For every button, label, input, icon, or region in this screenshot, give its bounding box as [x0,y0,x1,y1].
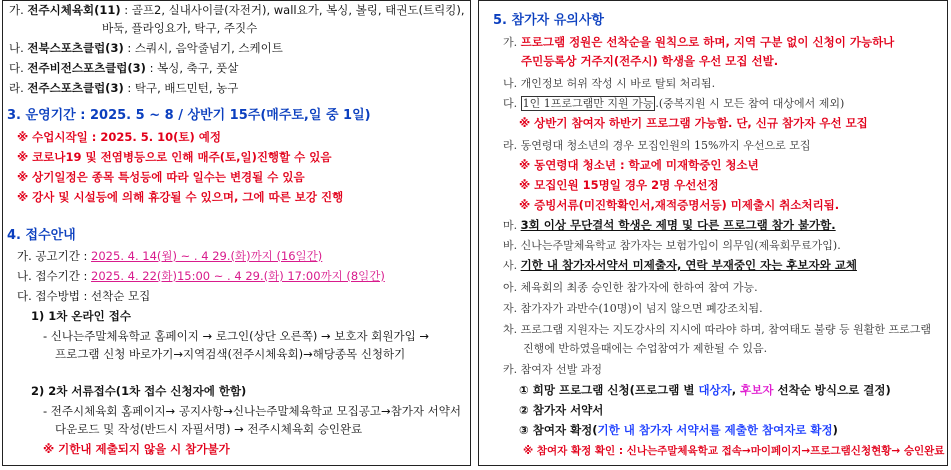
rule-ra: 라. 동연령대 청소년의 경우 모집인원의 15%까지 우선으로 모집 [503,139,811,152]
select-step1: ① 희망 프로그램 신청(프로그램 별 대상자, 후보자 선착순 방식으로 결정) [519,383,891,397]
step2-title: 2) 2차 서류접수(1차 접수 신청자에 한함) [31,384,247,398]
rule-da: 다. 1인 1프로그램만 지원 가능 .(중복지원 시 모든 참여 대상에서 제외) [503,97,845,110]
notice-period: 가. 공고기간 : 2025. 4. 14(월) ~ . 4 29.(화)까지 (16일간) [17,249,323,263]
final-note: ※ 참여자 확정 확인 : 신나는주말체육학교 접속→마이페이지→프로그램신청현황→ 승인완료 [523,445,945,457]
rule-ba: 바. 신나는주말체육학교 참가자는 보험가입이 의무임(제육회무료가입). [503,239,841,252]
section-3-title: 3. 운영기간 : 2025. 5 ~ 8 / 상반기 15주(매주토,일 중 1일) [7,108,371,123]
sec3-note-start: ※ 수업시작일 : 2025. 5. 10(토) 예정 [17,130,221,144]
rule-sa: 사. 기한 내 참가자서약서 미제출자, 연락 부재중인 자는 후보자와 교체 [503,258,857,272]
step2-note: ※ 기한내 제출되지 않을 시 참가불가 [43,442,230,456]
sec3-note-covid: ※ 코로나19 및 전염병등으로 인해 매주(토,일)진행할 수 있음 [17,150,332,164]
club-line-ga-cont: 바둑, 플라잉요가, 탁구, 주짓수 [102,21,258,35]
sec3-note-schedule: ※ 상기일정은 종목 특성등에 따라 일수는 변경될 수 있음 [17,170,305,184]
sec3-note-cancel: ※ 강사 및 시설등에 의해 휴강될 수 있으며, 그에 따른 보강 진행 [17,190,344,204]
step1-line1: - 신나는주말체육학교 홈페이지 → 로그인(상단 오른쪽) → 보호자 회원가입 → [43,329,429,343]
club-line-ga: 가. 전주시체육회(11) : 골프2, 실내사이클(자전거), wall요가, 복싱, 볼링, 태권도(트릭킹), [9,3,465,17]
club-line-ra: 라. 전주스포츠클럽(3) : 탁구, 배드민턴, 농구 [9,81,239,95]
select-step3: ③ 참여자 확정(기한 내 참가자 서약서를 제출한 참여자로 확정) [519,423,838,437]
rule-ma: 마. 3회 이상 무단결석 학생은 제명 및 다른 프로그램 참가 불가함. [503,218,836,232]
rule-da-note: ※ 상반기 참여자 하반기 프로그램 가능함. 단, 신규 참가자 우선 모집 [519,116,868,130]
step1-title: 1) 1차 온라인 접수 [31,309,131,323]
rule-ka: 카. 참여자 선발 과정 [503,363,602,376]
receipt-method: 다. 접수방법 : 선착순 모집 [17,289,151,303]
rule-ra-note2: ※ 모집인원 15명일 경우 2명 우선선정 [519,178,719,192]
rule-na: 나. 개인정보 허위 작성 시 바로 탈퇴 처리됨. [503,77,716,90]
club-line-na: 나. 전북스포츠클럽(3) : 스쿼시, 음악줄넘기, 스케이트 [9,41,283,55]
right-panel [478,0,948,466]
rule-ga-line1: 가. 프로그램 정원은 선착순을 원칙으로 하며, 지역 구분 없이 신청이 가능하나 [503,35,895,49]
rule-a: 아. 체육회의 최종 승인한 참가자에 한하여 참여 가능. [503,281,758,294]
select-step2: ② 참가자 서약서 [519,403,604,417]
step2-line1: - 전주시체육회 홈페이지→ 공지사항→신나는주말체육학교 모집공고→참가자 서약서 [43,404,461,418]
section-5-title: 5. 참가자 유의사항 [493,13,604,28]
section-4-title: 4. 접수안내 [7,228,76,243]
rule-ja: 자. 참가자가 과반수(10명)이 넘지 않으면 폐강조치됨. [503,302,763,315]
rule-ra-note1: ※ 동연령대 청소년 : 학교에 미재학중인 청소년 [519,158,759,172]
left-panel [2,0,471,466]
rule-ga-line2: 주민등록상 거주지(전주시) 학생을 우선 모집 선발. [521,54,779,68]
rule-ra-note3: ※ 증빙서류(미진학확인서,재적증명서등) 미제출시 취소처리됨. [519,198,840,212]
club-line-da: 다. 전주비전스포츠클럽(3) : 복싱, 축구, 풋살 [9,61,239,75]
step2-line2: 다운로드 및 작성(반드시 자필서명) → 전주시체육회 승인완료 [55,422,363,436]
rule-cha-line2: 진행에 반하였을때에는 수업참여가 제한될 수 있음. [523,342,768,355]
step1-line2: 프로그램 신청 바로가기→지역검색(전주시체육회)→해당종목 신청하기 [55,347,406,361]
rule-cha-line1: 차. 프로그램 지원자는 지도강사의 지시에 따라야 하며, 참여태도 불량 등 원활한 프로그램 [503,323,931,336]
receipt-period: 나. 접수기간 : 2025. 4. 22(화)15:00 ~ . 4 29.(화) 17:00까지 (8일간) [17,269,385,283]
